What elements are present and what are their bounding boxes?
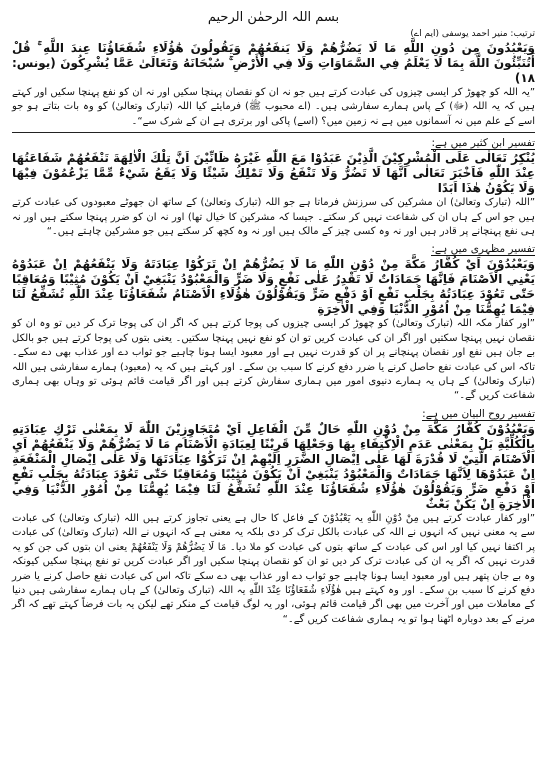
section-heading-text: تفسیر مظہری میں ہے:: [431, 243, 535, 256]
section-heading-text: تفسیر ابن کثیر میں ہے:: [431, 137, 535, 150]
arabic-tafsir-text: يُنْكِرُ تَعَالٰى عَلَى الْمُشْرِكِيْنَ الَّذِيْنَ عَبَدُوْا مَعَ اللّٰهِ غَيْرَهُ ظَانِّيْنَ اَنَّ تِلْكَ الْاٰلِهَةَ تَنْفَعُهُمْ شَفَاعَتُهَا عِنْدَ اللّٰهِ فَاَخْبَرَ تَعَالٰى اَنَّهَا لَا تَضُرُّ وَلَا تَنْفَعُ وَلَا تَمْلِكُ شَيْئًا وَلَا يَقَعُ شَيْءٌ مِّمَّا يَزْعُمُوْنَ فِيْهَا وَلَا يَكُوْنُ هٰذَا اَبَدًا: [12, 151, 535, 196]
urdu-translation: ”اور کفار مکہ اللہ (تبارک وتعالیٰ) کو چھوڑ کر ایسی چیزوں کی پوجا کرتے ہیں کہ اگر ان کی پوجا ترک کر دیں تو وہ ان کو نقصان نہیں پہنچا سکتیں اور اگر ان کی عبادت کریں تو ان کو نفع نہیں پہنچا سکتیں۔ یعنی بتوں کی پوجا کرتے ہیں جو بالکل بے جان ہیں نفع اور نقصان پہنچانے پر ان کو قدرت نہیں ہے اور معبود ایسا ہونا چاہیے جو ثواب دے اور عذاب بھی دے سکے۔ تاکہ اس کی عبادت نفع حاصل کرنے یا ضرر دفع کرنے کا سبب بن سکے۔ اور کہتے ہیں کہ یہ (معبود) ہمارے سفارشی ہیں اللہ (تبارک وتعالیٰ) کے ہاں یہ ہمارے دنیوی امور میں ہماری سفارش کرتے ہیں اور اگر قیامت قائم ہوئی تو وہاں بھی ہماری شفاعت کریں گے۔“: [12, 318, 535, 402]
compiler-credit: ترتیب: منیر احمد یوسفی (ایم اے): [410, 29, 535, 39]
section-ibn-kathir: [12, 136, 535, 239]
section-mazhari: [12, 242, 535, 403]
section-heading: [12, 136, 535, 151]
arabic-verse: وَيَعْبُدُونَ مِن دُونِ اللَّهِ مَا لَا يَضُرُّهُمْ وَلَا يَنفَعُهُمْ وَيَقُولُونَ هَٰؤُلَاءِ شُفَعَاؤُنَا عِندَ اللَّهِ ۚ قُلْ أَتُنَبِّئُونَ اللَّهَ بِمَا لَا يَعْلَمُ فِي السَّمَاوَاتِ وَلَا فِي الْأَرْضِ ۚ سُبْحَانَهُ وَتَعَالَىٰ عَمَّا يُشْرِكُونَ (یونس: ۱۸): [12, 41, 535, 85]
section-heading: [12, 242, 535, 257]
urdu-translation: ”اور کفار عبادت کرتے ہیں مِنْ دُوْنِ اللّٰهِ یہ يَعْبُدُوْنَ کے فاعل کا حال ہے یعنی تجاوز کرتے ہیں اللہ (تبارک وتعالیٰ) کی عبادت سے یہ معنی نہیں کہ انہوں نے اللہ کی عبادت بالکل ترک کر دی بلکہ یہ معنی ہے کہ انہوں نے اللہ (تبارک وتعالیٰ) کی عبادت پر اکتفا نہیں کیا اور اس کی عبادت کے ساتھ بتوں کی عبادت کو ملا دیا۔ مَا لَا يَضُرُّهُمْ وَلَا يَنْفَعُهُمْ یعنی ان بتوں کی جن کو یہ قدرت نہیں کہ اگر یہ ان کی عبادت ترک کر دیں تو ان کو نقصان پہنچا سکیں اور اگر عبادت کریں تو نفع پہنچا سکیں کیونکہ وہ بے جان پتھر ہیں اور معبود ایسا ہونا چاہیے جو ثواب دے اور عذاب بھی دے سکے تاکہ اس کی عبادت نفع حاصل کرنے یا ضرر دفع کرنے کا سبب بن سکے۔ اور وہ کہتے ہیں هٰؤُلَاءِ شُفَعَاؤُنَا عِنْدَ اللّٰهِ یہ اللہ (تبارک وتعالیٰ) کے ہاں ہمارے سفارشی ہیں دنیا کے معاملات میں اور آخرت میں بھی اگر قیامت قائم ہوئی، اور یہ لوگ قیامت کے منکر تھے لیکن یہ بات فرضاً کہتے تھے کہ اگر مرنے کے بعد دوبارہ اٹھنا ہوا تو یہ ہماری شفاعت کریں گے۔“: [12, 512, 535, 625]
arabic-tafsir-text: وَيَعْبُدُوْنَ كُفَّارُ مَكَّةَ مِنْ دُوْنِ اللّٰهِ حَالٌ مِّنَ الْفَاعِلِ اَيْ مُتَجَاوِزِيْنَ اللّٰهَ لَا بِمَعْنٰى تَرْكِ عِبَادَتِهِ بِالْكُلِّيَّةِ بَلْ بِمَعْنٰى عَدَمِ الْاِكْتِفَاءِ بِهَا وَجَعْلِهَا قَرِيْنًا لِعِبَادَةِ الْاَصْنَامِ مَا لَا يَضُرُّهُمْ وَلَا يَنْفَعُهُمْ اَيِ الْاَصْنَامَ الَّتِيْ لَا قُدْرَةَ لَهَا عَلٰى اِيْصَالِ الضَّرَرِ اِلَيْهِمْ اِنْ تَرَكُوْا عِبَادَتَهَا وَلَا عَلٰى اِيْصَالِ الْمَنْفَعَةِ اِنْ عَبَدُوْهَا لِاَنَّهَا جَمَادَاتٌ وَالْمَعْبُوْدُ يَنْبَغِيْ اَنْ يَكُوْنَ مُثِيْبًا وَمُعَاقِبًا حَتّٰى تَعُوْدَ عِبَادَتُهُ بِجَلْبِ نَفْعٍ اَوْ دَفْعِ ضَرٍّ وَيَقُوْلُوْنَ هٰؤُلَاءِ شُفَعَاؤُنَا عِنْدَ اللّٰهِ تُشَفِّعُ لَنَا فِيْمَا يُهِمُّنَا مِنْ اُمُوْرِ الدُّنْيَا وَفِي الْاٰخِرَةِ اِنْ يَكُنْ بَعْثٌ: [12, 421, 535, 511]
section-quran-verse: [12, 41, 535, 129]
divider: [12, 132, 535, 133]
urdu-translation: ”اللہ (تبارک وتعالیٰ) ان مشرکین کی سرزنش فرماتا ہے جو اللہ (تبارک وتعالیٰ) کے ساتھ ان جھوٹے معبودوں کی عبادت کرتے ہیں جو اس کے ہاں ان کی شفاعت نہیں کر سکتے۔ جیسا کہ مشرکین کا خیال تھا) اور نہ ان کو ضرر پہنچا سکتے ہیں اور نہ ہی نفع پہنچانے پر قادر ہیں اور نہ وہ کسی چیز کے مالک ہیں اور نہ وہ کچھ کر سکتے ہیں جو مشرکین چاہتے ہیں۔“: [12, 197, 535, 238]
section-heading-text: تفسیر روح البیان میں ہے:: [422, 407, 535, 420]
section-ruh-al-bayan: [12, 407, 535, 627]
urdu-translation: ”یہ اللہ کو چھوڑ کر ایسی چیزوں کی عبادت کرتے ہیں جو نہ ان کو نقصان پہنچا سکیں اور نہ ان کو نفع پہنچا سکیں اور کہتے ہیں کہ یہ اللہ (ﷻ) کے پاس ہمارے سفارشی ہیں۔ (اے محبوب ﷺ) فرمایئے کیا اللہ (تبارک وتعالیٰ) کو وہ بات بتاتے ہو جو اسے کے علم میں نہ آسمانوں میں ہے نہ زمین میں؟ (اسے) پاکی اور برتری ہے ان کے شرک سے“۔: [12, 87, 535, 127]
arabic-tafsir-text: وَيَعْبُدُوْنَ اَيْ كُفَّارُ مَكَّةَ مِنْ دُوْنِ اللّٰهِ مَا لَا يَضُرُّهُمْ اِنْ تَرَكُوْا عِبَادَتَهُ وَلَا يَنْفَعُهُمْ اِنْ عَبَدُوْهُ يَعْنِي الْاَصْنَامَ فَاِنَّهَا جَمَادَاتٌ لَا تَقْدِرُ عَلٰى نَفْعٍ وَلَا ضَرٍّ وَالْمَعْبُوْدُ يَنْبَغِيْ اَنْ يَكُوْنَ مُثِيْبًا وَمُعَاقِبًا حَتّٰى تَعُوْدَ عِبَادَتُهُ بِجَلْبِ نَفْعٍ اَوْ دَفْعِ ضَرٍّ وَيَقُوْلُوْنَ هٰؤُلَاءِ الْاَصْنَامُ شُفَعَاؤُنَا عِنْدَ اللّٰهِ تُشَفِّعُ لَنَا فِيْمَا يُهِمُّنَا مِنْ اُمُوْرِ الدُّنْيَا وَفِي الْاٰخِرَةِ: [12, 257, 535, 317]
section-heading: [12, 407, 535, 422]
bismillah-heading: بسم اللہ الرحمٰن الرحیم: [207, 10, 340, 25]
